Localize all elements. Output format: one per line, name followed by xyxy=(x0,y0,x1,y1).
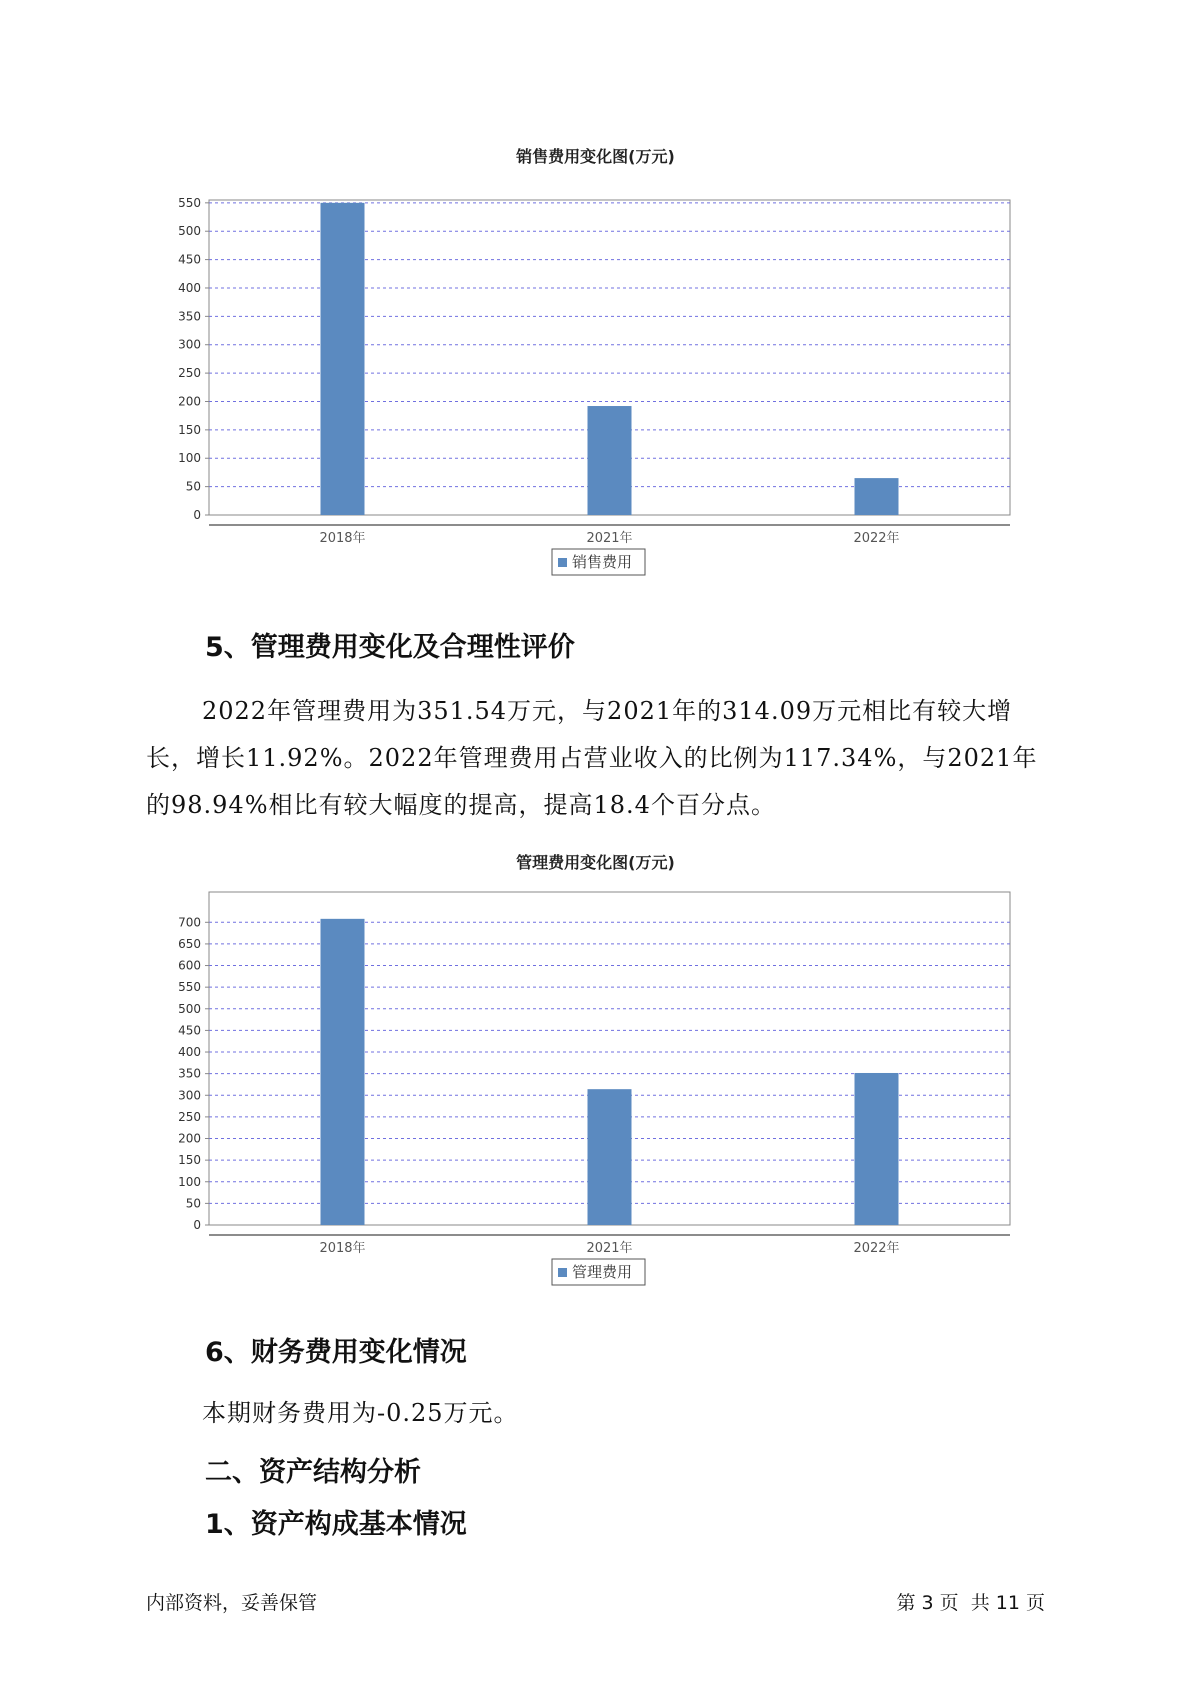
y-tick-label: 50 xyxy=(185,479,201,494)
footer-confidential: 内部资料，妥善保管 xyxy=(146,1592,318,1614)
y-tick-label: 350 xyxy=(178,309,201,324)
y-tick-label: 100 xyxy=(178,1174,201,1189)
x-tick-label: 2022年 xyxy=(853,1241,900,1256)
legend-swatch xyxy=(558,1268,567,1277)
x-tick-label: 2021年 xyxy=(586,1241,633,1256)
x-tick-label: 2018年 xyxy=(319,531,366,546)
legend-label: 管理费用 xyxy=(572,1263,633,1281)
y-tick-label: 300 xyxy=(178,337,201,352)
sales-expense-chart xyxy=(0,180,1191,600)
admin-expense-chart xyxy=(0,885,1191,1305)
legend-swatch xyxy=(558,558,567,567)
bar xyxy=(588,1089,632,1225)
y-tick-label: 0 xyxy=(193,508,201,522)
section-6-heading: 6、财务费用变化情况 xyxy=(205,1337,467,1368)
section-6-paragraph: 本期财务费用为-0.25万元。 xyxy=(202,1399,519,1427)
legend-label: 销售费用 xyxy=(572,553,633,571)
footer-page-number: 第 3 页 共 11 页 xyxy=(896,1592,1045,1614)
part-2-1-heading: 1、资产构成基本情况 xyxy=(205,1509,467,1540)
chart2-title: 管理费用变化图(万元) xyxy=(516,853,675,872)
y-tick-label: 600 xyxy=(178,958,201,973)
y-tick-label: 650 xyxy=(178,936,201,951)
x-tick-label: 2022年 xyxy=(853,531,900,546)
section-5-paragraph: 2022年管理费用为351.54万元，与2021年的314.09万元相比有较大增长，增长11.92%。2022年管理费用占营业收入的比例为117.34%，与2021年的98.94%相比有较大幅度的提高，提高18.4个百分点。 xyxy=(146,697,1038,819)
y-tick-label: 100 xyxy=(178,451,201,466)
y-tick-label: 500 xyxy=(178,1001,201,1016)
y-tick-label: 450 xyxy=(178,252,201,267)
y-tick-label: 0 xyxy=(193,1218,201,1232)
x-tick-label: 2018年 xyxy=(319,1241,366,1256)
bar xyxy=(855,478,899,515)
y-tick-label: 200 xyxy=(178,394,201,409)
bar xyxy=(321,919,365,1225)
y-tick-label: 350 xyxy=(178,1066,201,1081)
section-5-heading: 5、管理费用变化及合理性评价 xyxy=(205,632,575,663)
bar xyxy=(588,406,632,515)
y-tick-label: 550 xyxy=(178,195,201,210)
y-tick-label: 400 xyxy=(178,280,201,295)
y-tick-label: 150 xyxy=(178,422,201,437)
y-tick-label: 700 xyxy=(178,915,201,930)
y-tick-label: 200 xyxy=(178,1131,201,1146)
x-tick-label: 2021年 xyxy=(586,531,633,546)
chart1-title: 销售费用变化图(万元) xyxy=(516,147,675,166)
y-tick-label: 250 xyxy=(178,366,201,381)
y-tick-label: 400 xyxy=(178,1045,201,1060)
bar xyxy=(321,203,365,515)
y-tick-label: 550 xyxy=(178,980,201,995)
y-tick-label: 450 xyxy=(178,1023,201,1038)
y-tick-label: 50 xyxy=(185,1196,201,1211)
bar xyxy=(855,1073,899,1225)
y-tick-label: 150 xyxy=(178,1153,201,1168)
y-tick-label: 300 xyxy=(178,1088,201,1103)
part-2-heading: 二、资产结构分析 xyxy=(205,1457,421,1488)
y-tick-label: 250 xyxy=(178,1109,201,1124)
y-tick-label: 500 xyxy=(178,224,201,239)
